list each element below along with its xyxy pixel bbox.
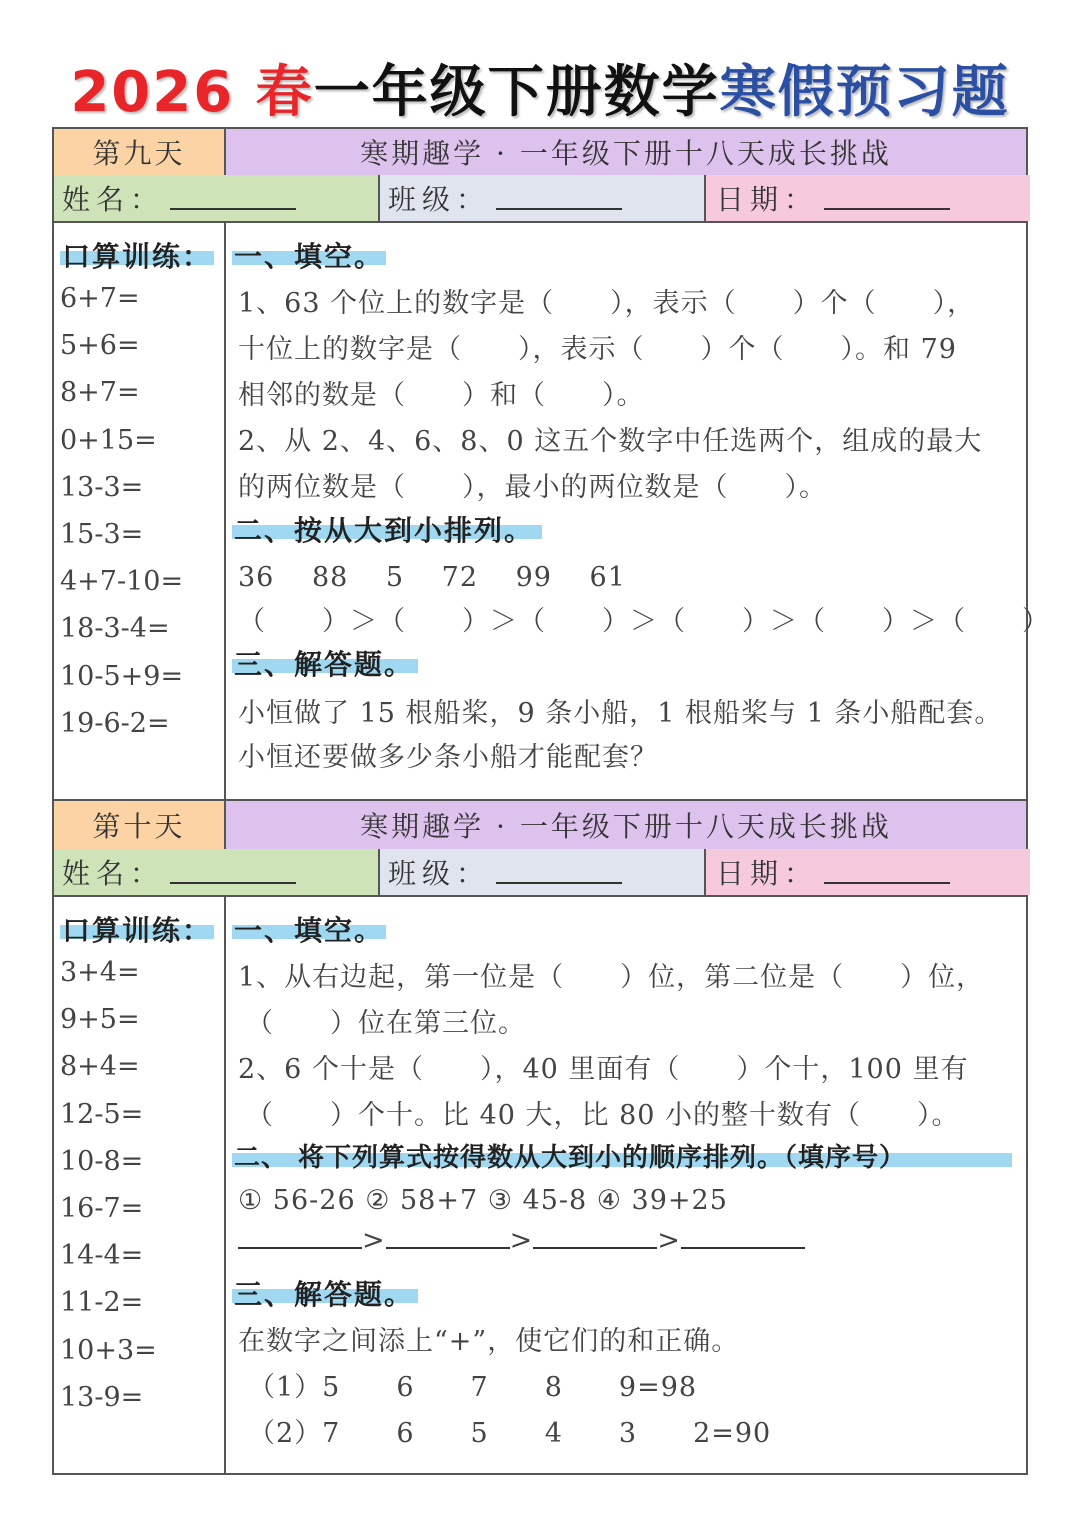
- mental-item: 9+5=: [60, 1004, 140, 1036]
- mental-item: 15-3=: [60, 519, 144, 550]
- day10-sec2-title: 二、 将下列算式按得数从大到小的顺序排列。（填序号）: [234, 1143, 907, 1173]
- day10-sec1-title: 一、填空。: [234, 914, 385, 947]
- day10-class-cell: [380, 849, 706, 895]
- day10-sec3-title: 三、解答题。: [234, 1278, 415, 1311]
- day10-name-label: 姓名：: [62, 857, 165, 890]
- day9-name-cell: [54, 175, 380, 221]
- mental-item: 4+7-10=: [60, 566, 184, 598]
- day9-info-row: [54, 175, 1026, 221]
- day9-day-cell: [54, 129, 226, 175]
- day10-banner: 寒期趣学 · 一年级下册十八天成长挑战: [360, 810, 892, 843]
- page-title: [0, 48, 1080, 128]
- day10-q1-line: 1、从右边起，第一位是（ ）位，第二位是（ ）位，: [238, 962, 985, 993]
- day9-class-cell: [380, 175, 706, 221]
- day9-numbers: 36 88 5 72 99 61: [238, 562, 626, 593]
- day10-class-field[interactable]: [496, 860, 622, 884]
- day9-banner-cell: [226, 129, 1026, 175]
- day10-info-row: [54, 849, 1026, 895]
- day9-day-label: 第九天: [92, 137, 186, 170]
- day9-sec1-title: 一、填空。: [234, 240, 385, 273]
- mental-item: 10-8=: [60, 1145, 144, 1177]
- day9-date-field[interactable]: [824, 186, 950, 210]
- day10-mental-title: 口算训练：: [62, 914, 213, 947]
- day9-sec3-title: 三、解答题。: [234, 648, 415, 681]
- day10-q3-intro: 在数字之间添上“+”，使它们的和正确。: [238, 1326, 740, 1357]
- day9-name-label: 姓名：: [62, 183, 165, 216]
- mental-item: 10-5+9=: [60, 660, 184, 692]
- day10-class-label: 班级：: [388, 857, 491, 890]
- day9-class-label: 班级：: [388, 183, 491, 216]
- day9-q1-line: 相邻的数是（ ）和（ ）。: [238, 380, 645, 411]
- day10-name-field[interactable]: [170, 860, 296, 884]
- day9-class-field[interactable]: [496, 186, 622, 210]
- day10-day-cell: [54, 801, 226, 849]
- day9-date-cell: [706, 175, 1030, 221]
- day9-sec2-title: 二、按从大到小排列。: [234, 514, 535, 547]
- mental-item: 11-2=: [60, 1287, 144, 1319]
- day10-q3-line: （1）5 6 7 8 9=98: [248, 1372, 698, 1403]
- day10-date-cell: [706, 849, 1030, 895]
- day9-q3-line: 小恒还要做多少条小船才能配套？: [238, 742, 658, 773]
- day9-mental-title: 口算训练：: [62, 240, 213, 273]
- mental-item: 8+4=: [60, 1051, 140, 1083]
- day9-q2-line: 2、从 2、4、6、8、0 这五个数字中任选两个，组成的最大: [238, 426, 983, 457]
- day9-header-row: [54, 129, 1026, 175]
- mental-item: 5+6=: [60, 330, 140, 362]
- day9-q1-line: 1、63 个位上的数字是（ ），表示（ ）个（ ），: [238, 288, 976, 319]
- day9-sheet: [52, 127, 1050, 801]
- day9-date-label: 日期：: [716, 183, 819, 216]
- mental-item: 16-7=: [60, 1193, 144, 1224]
- mental-item: 3+4=: [60, 957, 140, 988]
- mental-item: 19-6-2=: [60, 707, 170, 739]
- mental-item: 18-3-4=: [60, 613, 170, 645]
- mental-item: 8+7=: [60, 377, 140, 409]
- day10-header-row: [54, 801, 1026, 849]
- day10-name-cell: [54, 849, 380, 895]
- day10-order-blanks[interactable]: > > >: [238, 1225, 805, 1256]
- day9-name-field[interactable]: [170, 186, 296, 210]
- day9-banner: 寒期趣学 · 一年级下册十八天成长挑战: [360, 137, 892, 170]
- mental-item: 10+3=: [60, 1334, 157, 1366]
- day10-q1-line: （ ）位在第三位。: [246, 1008, 526, 1039]
- mental-item: 13-9=: [60, 1381, 144, 1413]
- day10-date-label: 日期：: [716, 857, 819, 890]
- mental-item: 6+7=: [60, 283, 140, 314]
- mental-item: 13-3=: [60, 471, 144, 503]
- title-year: 2026 春: [70, 60, 314, 125]
- mental-item: 14-4=: [60, 1240, 144, 1272]
- day10-q3-line: （2）7 6 5 4 3 2=90: [248, 1418, 772, 1449]
- day10-q2-line: （ ）个十。比 40 大，比 80 小的整十数有（ ）。: [246, 1100, 960, 1131]
- title-type: 寒假预习题: [719, 60, 1010, 125]
- day10-q2-line: 2、6 个十是（ ），40 里面有（ ）个十，100 里有: [238, 1054, 969, 1085]
- day9-q3-line: 小恒做了 15 根船桨，9 条小船，1 根船桨与 1 条小船配套。: [238, 698, 1003, 729]
- title-grade: 一年级下册数学: [313, 60, 720, 125]
- day10-expressions: ① 56-26 ② 58+7 ③ 45-8 ④ 39+25: [238, 1185, 728, 1216]
- day9-q2-line: 的两位数是（ ），最小的两位数是（ ）。: [238, 472, 827, 503]
- day10-date-field[interactable]: [824, 860, 950, 884]
- day9-q1-line: 十位上的数字是（ ），表示（ ）个（ ）。和 79: [238, 334, 957, 365]
- day9-order-line: （ ）＞（ ）＞（ ）＞（ ）＞（ ）＞（ ）: [238, 606, 1050, 637]
- day10-banner-cell: [226, 801, 1026, 849]
- mental-item: 12-5=: [60, 1098, 144, 1130]
- mental-item: 0+15=: [60, 424, 157, 456]
- day10-sheet: [52, 799, 1028, 1475]
- day10-day-label: 第十天: [92, 810, 186, 843]
